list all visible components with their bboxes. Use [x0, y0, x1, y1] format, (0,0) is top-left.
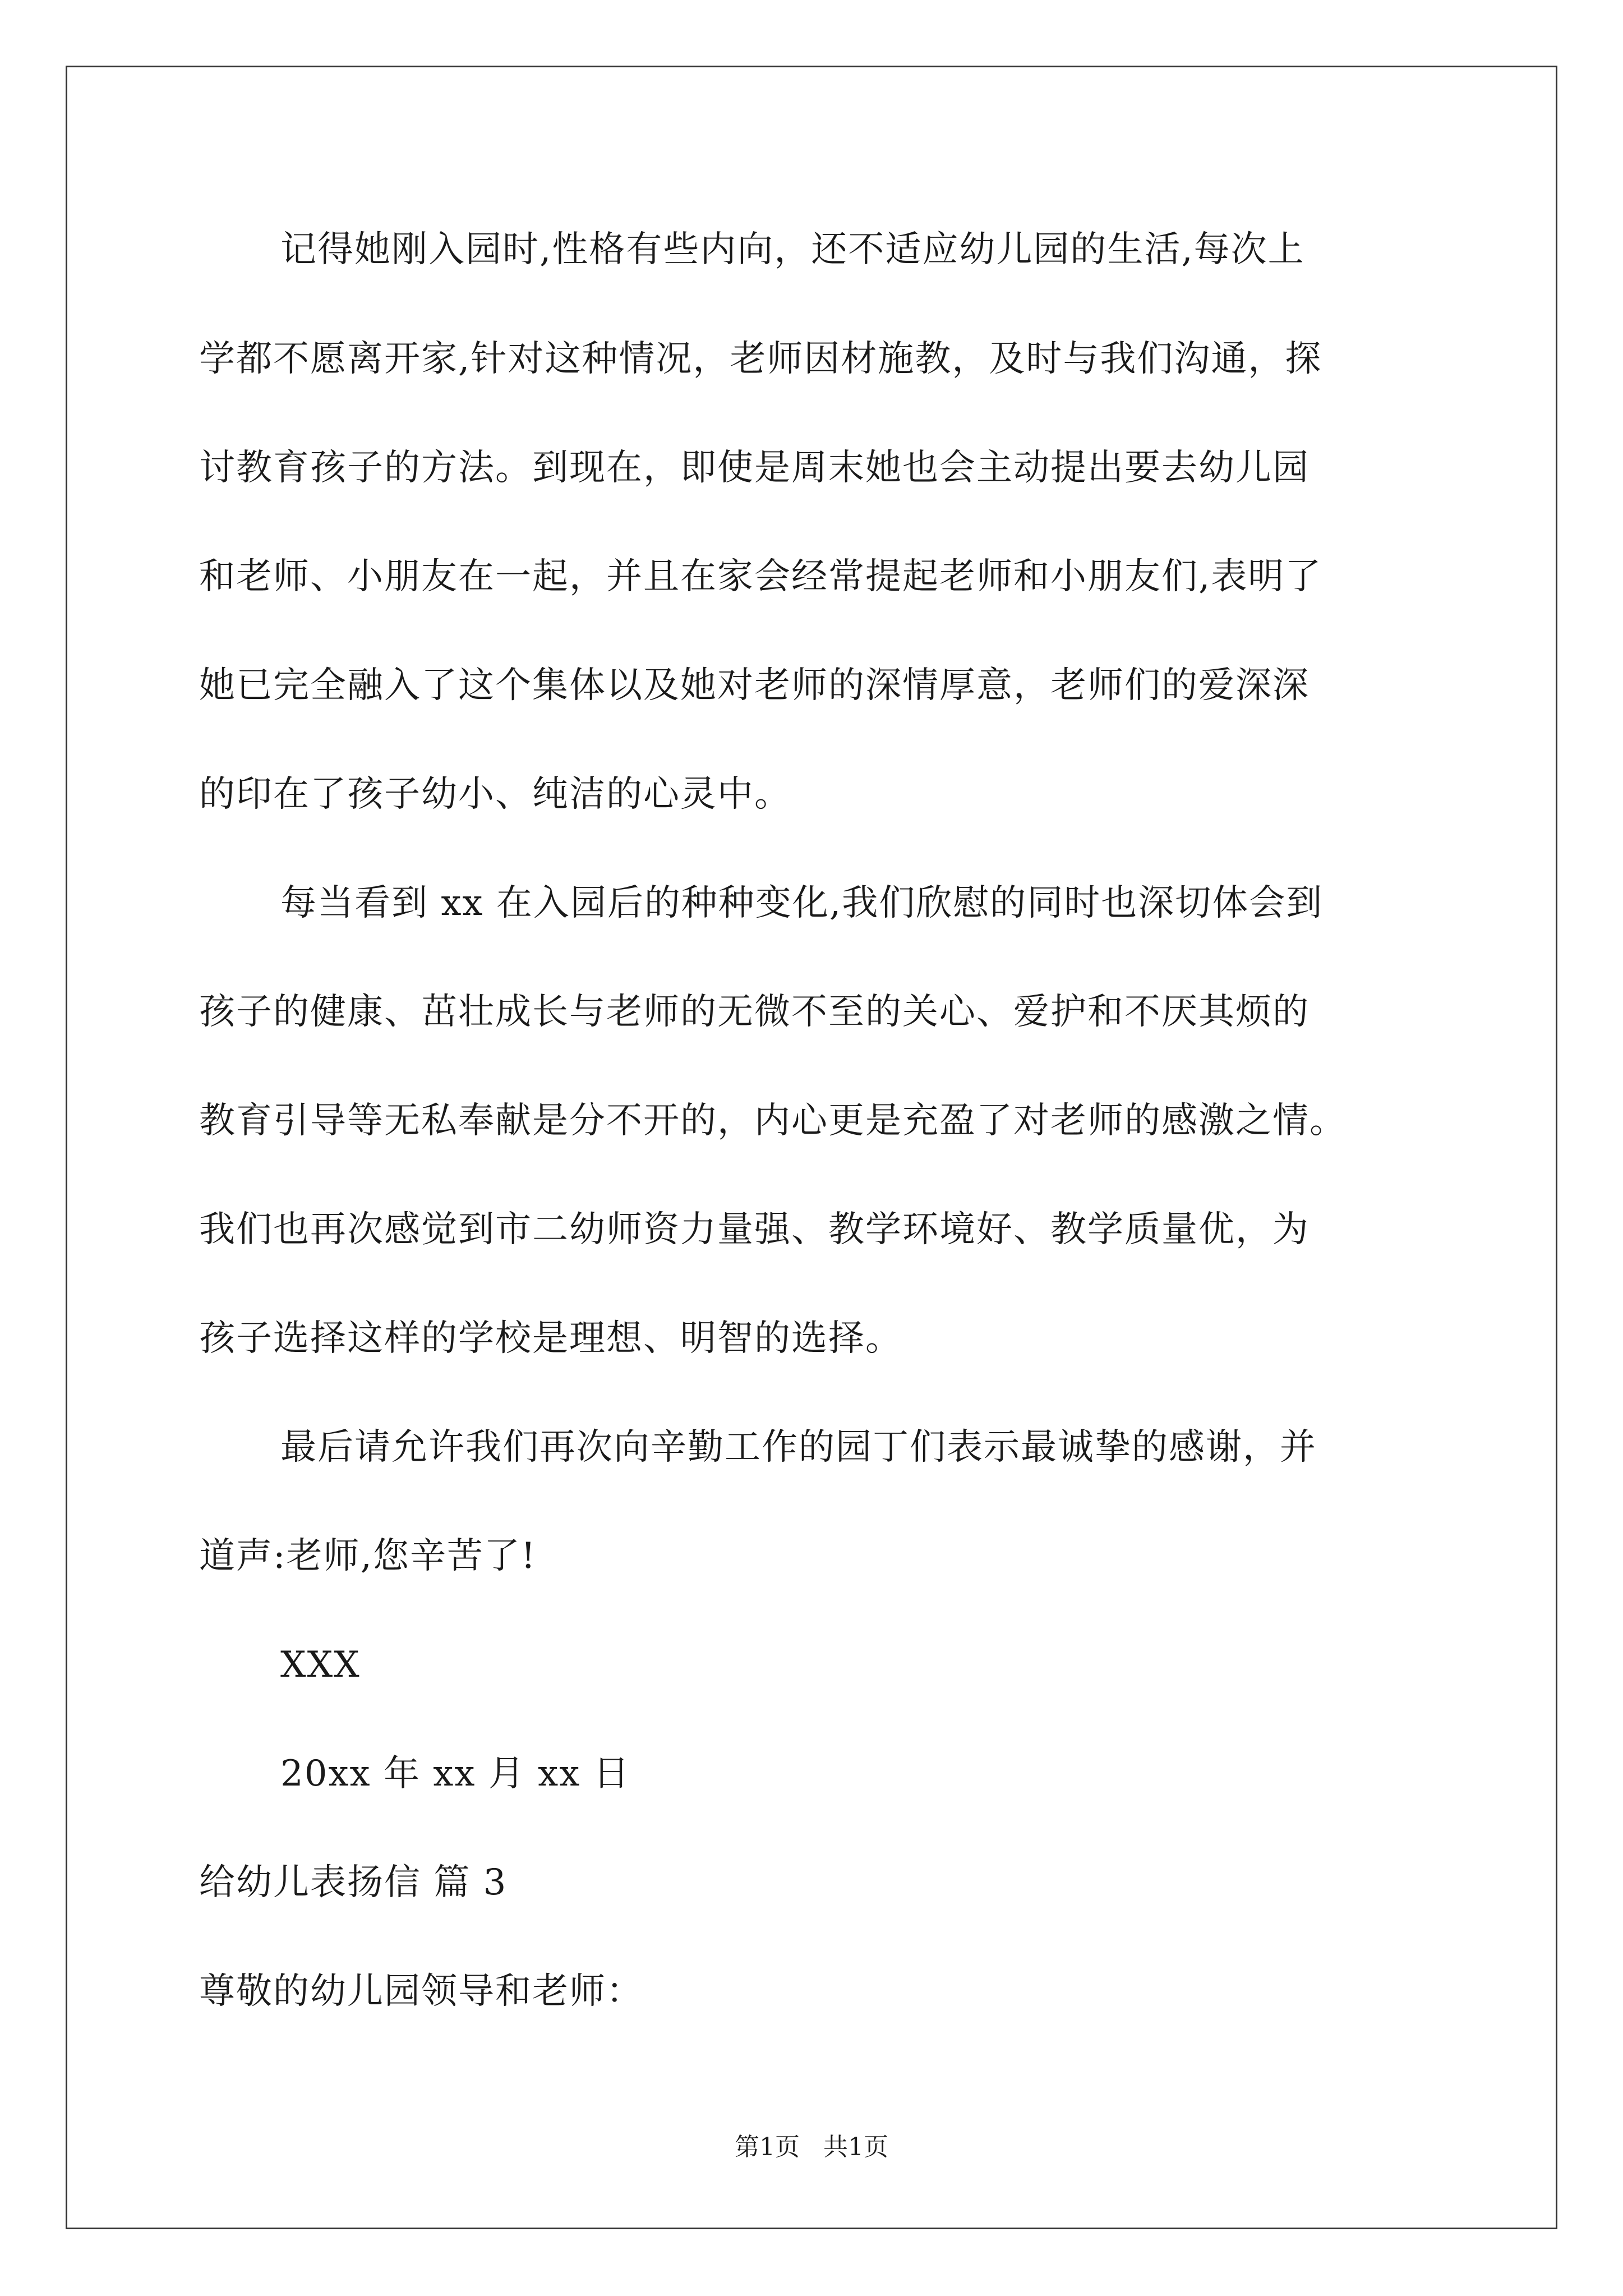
body-line-5: 她已完全融入了这个集体以及她对老师的深情厚意，老师们的爱深深	[199, 665, 1310, 706]
body-line-7: 每当看到 xx 在入园后的种种变化,我们欣慰的同时也深切体会到	[280, 882, 1324, 924]
body-line-1: 记得她刚入园时,性格有些内向，还不适应幼儿园的生活,每次上	[280, 229, 1305, 270]
body-line-8: 孩子的健康、茁壮成长与老师的无微不至的关心、爱护和不厌其烦的	[199, 991, 1310, 1033]
page-footer: 第1页 共1页	[735, 2133, 888, 2161]
body-line-12: 最后请允许我们再次向辛勤工作的园丁们表示最诚挚的感谢，并	[280, 1427, 1317, 1468]
body-line-6: 的印在了孩子幼小、纯洁的心灵中。	[199, 774, 791, 815]
section-heading: 给幼儿表扬信 篇 3	[199, 1862, 508, 1903]
body-line-10: 我们也再次感觉到市二幼师资力量强、教学环境好、教学质量优，为	[199, 1209, 1310, 1250]
body-line-3: 讨教育孩子的方法。到现在，即使是周末她也会主动提出要去幼儿园	[199, 447, 1310, 489]
body-line-13: 道声:老师,您辛苦了!	[199, 1535, 537, 1577]
body-line-4: 和老师、小朋友在一起，并且在家会经常提起老师和小朋友们,表明了	[199, 556, 1322, 597]
body-line-11: 孩子选择这样的学校是理想、明智的选择。	[199, 1318, 902, 1359]
signature-name: XXX	[280, 1644, 361, 1686]
signature-date: 20xx 年 xx 月 xx 日	[280, 1753, 630, 1795]
body-line-2: 学都不愿离开家,针对这种情况，老师因材施教，及时与我们沟通，探	[199, 338, 1322, 380]
body-line-9: 教育引导等无私奉献是分不开的，内心更是充盈了对老师的感激之情。	[199, 1100, 1347, 1142]
salutation: 尊敬的幼儿园领导和老师：	[199, 1971, 643, 2012]
